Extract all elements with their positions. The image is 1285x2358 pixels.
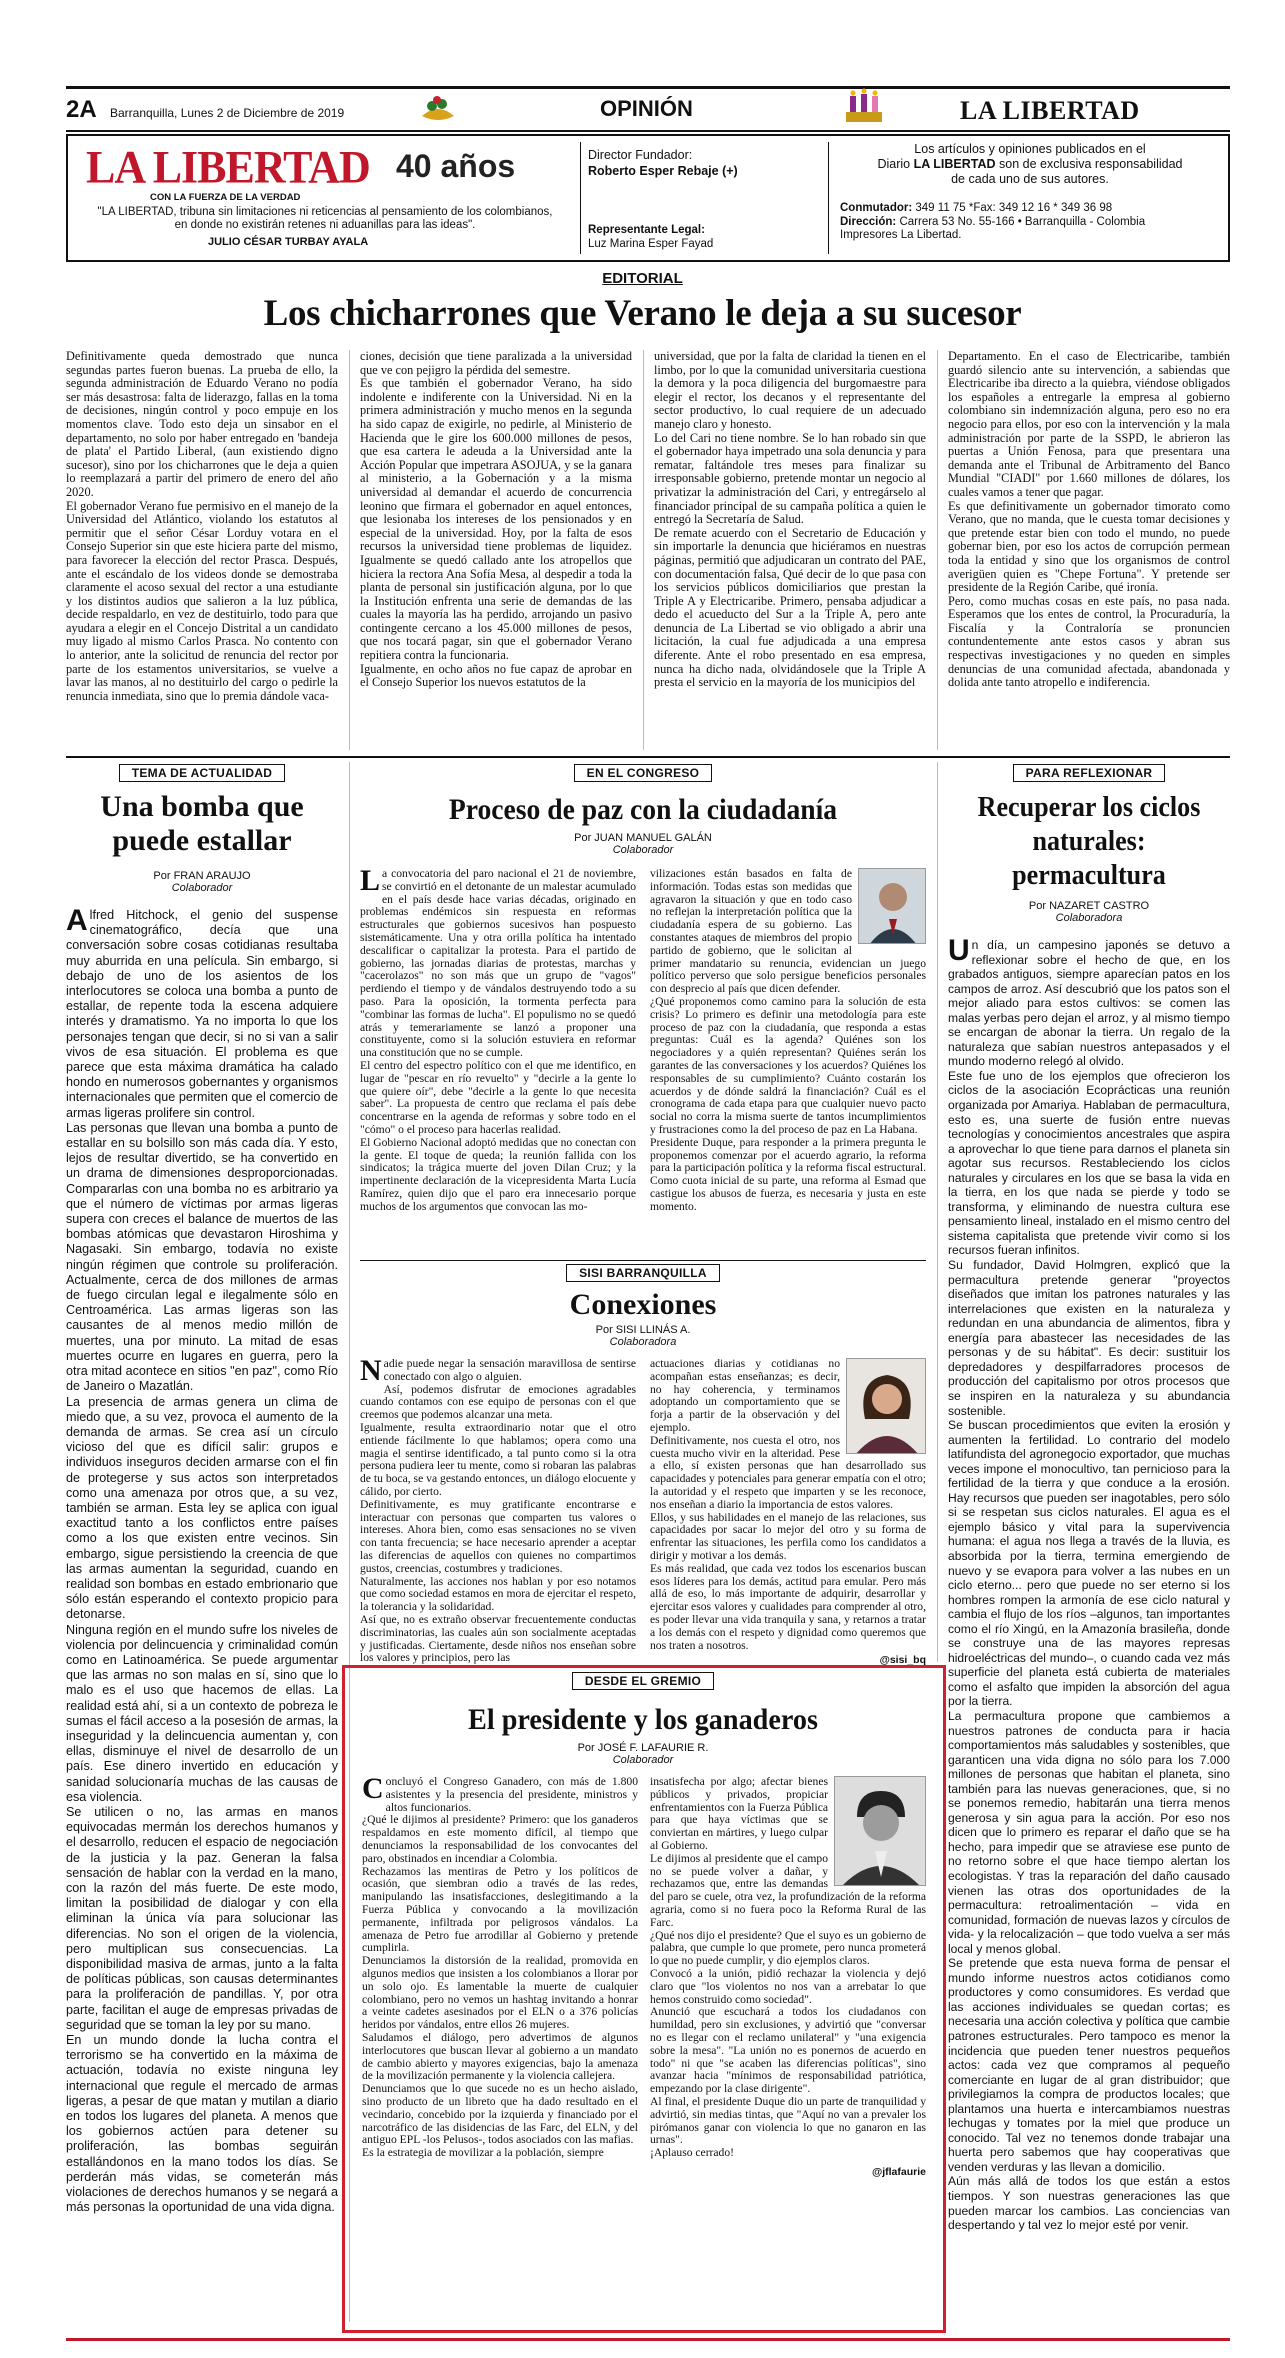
permacultura-title: Recuperar los ciclos naturales: permacultura bbox=[977, 791, 1201, 891]
conexiones-author: Por SISI LLINÁS A. bbox=[595, 1324, 691, 1336]
bomba-title: Una bomba que puede estallar bbox=[100, 790, 304, 857]
bottom-rule bbox=[66, 2338, 1230, 2341]
conexiones-paragraph: Naturalmente, las acciones nos hablan y por eso notamos que como sociedad estamos en mora de ejercitar el respeto, la tolerancia y la solidaridad. bbox=[360, 1574, 636, 1614]
conexiones-kicker: SISI BARRANQUILLA bbox=[566, 1264, 720, 1282]
anniversary-badge: 40 años bbox=[396, 148, 516, 184]
conexiones-byline bbox=[360, 1324, 926, 1348]
gremio-author-photo bbox=[834, 1776, 926, 1886]
bomba-byline bbox=[66, 870, 338, 894]
permacultura-kicker: PARA REFLEXIONAR bbox=[1013, 764, 1166, 782]
disclaimer-line-2b: LA LIBERTAD bbox=[913, 157, 996, 171]
conexiones-title: Conexiones bbox=[569, 1288, 717, 1321]
bomba-paragraph: Ninguna región en el mundo sufre los niveles de violencia por delincuencia y criminalidad común como en Latinoamérica. Se puede argumentar que las armas no son malas en sí, sino que lo malo es el uso que hacemos de ellas. La realidad está ahí, si a un contexto de pobreza le sumas el fácil acceso a la posesión de armas, la inseguridad y la delincuencia aumentan y, con ellas, disminuye el nivel de desarrollo de un país. Ese dinero invertido en educación y sanidad solucionaría muchas de las causas de esa violencia. bbox=[66, 1622, 338, 1804]
paz-author: Por JUAN MANUEL GALÁN bbox=[574, 832, 712, 844]
conexiones-paragraph: Así, podemos disfrutar de emociones agradables cuando contamos con ese equipo de personas con el que creemos que podemos alcanzar una meta. bbox=[360, 1382, 636, 1422]
gremio-paragraph: Al final, el presidente Duque dio un parte de tranquilidad y advirtió, sin medias tintas, que "Aquí no van a prevaler los pirómanos ganar con violencia lo que no ganaron en las urnas". bbox=[650, 2094, 926, 2147]
conexiones-author-photo bbox=[846, 1358, 926, 1454]
editorial-col-4 bbox=[948, 350, 1230, 690]
editorial-paragraph: ciones, decisión que tiene paralizada a la universidad que ve con pejigro la pérdida del semestre. bbox=[360, 349, 632, 377]
gremio-paragraph: Denunciamos que lo que sucede no es un hecho aislado, sino producto de un libreto que ha dado resultado en el vecindario, concebido por la izquierda y financiado por el narcotráfico de las disidencias de las Farc, del ELN, y del antiguo EPL -los Pelusos-, todos asociados con las mafias. bbox=[362, 2082, 638, 2147]
legal-label: Representante Legal: bbox=[588, 224, 705, 236]
paz-byline bbox=[360, 832, 926, 856]
paz-paragraph: La convocatoria del paro nacional el 21 de noviembre, se convirtió en el detonante de un malestar acumulado en el país desde hace varias décadas, originado en problemas endémicos sin respuesta en reformas estructurales que gobiernos sucesivos han pospuesto sistemáticamente. Una y otra orilla política ha intentado descalificar o capitalizar la protesta. Para el partido de gobierno, las jornadas diarias de protestas, marchas y "cacerolazos" no son más que un grupo de "vagos" perdiendo el tiempo y de vándalos destruyendo todo a su paso. Para la oposición, la tormenta perfecta para "combinar las formas de lucha". El populismo no se quedó atrás y temerariamente se lanzó a proponer una constituyente, como si la solución estuviera en reformar una constitución que no se cumple. bbox=[360, 864, 636, 1060]
brand-logo: LA LIBERTAD bbox=[86, 141, 370, 194]
contact-info bbox=[840, 202, 1230, 243]
paz-paragraph: Presidente Duque, para responder a la primera pregunta le proponemos comenzar por el acuerdo agrario, la reforma para la participación política y la reforma fiscal estructural. Como cuota inicial de su parte, una reforma al Esmad que castigue los abusos de fuerza, es necesaria y justa en este momento. bbox=[650, 1135, 926, 1213]
permacultura-paragraph: Su fundador, David Holmgren, explicó que la permacultura pretende generar "proyectos diseñados que imitan los patrones naturales y las interrelaciones que existen en la naturaleza y redundan en una abundancia de alimentos, fibra y energía para abastecer las necesidades de las personas y de su hábitat". Es decir: sustituir los depredadores y despilfarradores procesos de producción del capitalismo por otros procesos que se inspiren en la naturaleza y su abundancia sostenible. bbox=[948, 1258, 1230, 1418]
founder-quote: "LA LIBERTAD, tribuna sin limitaciones ni reticencias al pensamiento de los colombianos, en donde no existirán retenes ni aduanillas para las ideas". bbox=[97, 206, 553, 231]
paz-author-photo bbox=[858, 868, 926, 944]
bomba-paragraph: En un mundo donde la lucha contra el terrorismo se ha convertido en la máxima de actuación, todavía no existe ninguna ley internacional que regule el mercado de armas ligeras, a pesar de que matan y mutilan a diario en todos los lugares del planeta. A menos que los gobiernos actúen para detener su proliferación, las bombas seguirán estallándonos en la mano todos los días. Se perderán más vidas, se cometerán más violaciones de derechos humanos y se negará a más personas la oportunidad de una vida digna. bbox=[66, 2033, 338, 2215]
paz-kicker: EN EL CONGRESO bbox=[574, 764, 713, 782]
editorial-paragraph: Igualmente, en ocho años no fue capaz de aprobar en el Consejo Superior los nuevos estatutos de la bbox=[360, 661, 632, 690]
gremio-paragraph: Denunciamos la distorsión de la realidad, promovida en algunos medios que insisten a los colombianos a llorar por un solo ojo. Es lamentable la muerte de cualquier colombiano, pero no vemos un hashtag invitando a honrar a veinte cadetes asesinados por el ELN o a 376 policías heridos por vándalos, entre ellos 26 mujeres. bbox=[362, 1954, 638, 2032]
gremio-paragraph: Anunció que escuchará a todos los ciudadanos con humildad, pero sin exclusiones, y advirtió que "conversar no es llegar con el reclamo unilateral" y "una exigencia sobre la mesa". "La unión no es ponernos de acuerdo en todo" ni que "se acaben las diferencias políticas", sino avanzar hacia "mínimos de responsabilidad patriótica, empezando por la clase dirigente". bbox=[650, 2005, 926, 2096]
header-rule bbox=[66, 130, 1230, 132]
gremio-article bbox=[360, 1670, 926, 1766]
paz-col-1 bbox=[360, 864, 636, 1214]
founder-name: Roberto Esper Rebaje (+) bbox=[588, 164, 738, 178]
conexiones-paragraph: Nadie puede negar la sensación maravillosa de sentirse conectado con algo o alguien. bbox=[360, 1354, 636, 1387]
editorial-col-3 bbox=[654, 350, 926, 690]
paz-paragraph: El centro del espectro político con el que me identifico, en lugar de "pescar en río revuelto" y "decirle a la gente lo que quiere oír", debe "decirle a la gente lo que necesita saber". La propuesta de centro que reclama el país debe concentrarse en la agenda de reformas y sobre todo en el "cómo" o el proceso para hacerlas realidad. bbox=[360, 1058, 636, 1136]
address: Carrera 53 No. 55-166 • Barranquilla - Colombia bbox=[899, 215, 1146, 228]
bomba-paragraph: Se utilicen o no, las armas en manos equivocadas mermán los derechos humanos y el desarrollo, reducen el espacio de negociación de la justicia y la paz. Generan la falsa sensación de hablar con la verdad en la mano, con la razón del más fuerte. De este modo, limitan la posibilidad de dialogar y con ella eliminan la única vía para solucionar las diferencias. No son el origen de la violencia, pero multiplican sus consecuencias. La disponibilidad masiva de armas, junto a la falta de políticas públicas, son causas determinantes para la proliferación de pandillas. Y, por otra parte, facilitan el auge de empresas privadas de seguridad que se toman la ley por su mano. bbox=[66, 1804, 338, 2032]
conexiones-role: Colaboradora bbox=[609, 1336, 677, 1348]
conexiones-col-2 bbox=[650, 1358, 926, 1667]
bomba-paragraph: La presencia de armas genera un clima de miedo que, a su vez, provoca el aumento de la demanda de armas. Se crea así un círculo vicioso del que es difícil salir: grupos e individuos inseguros deciden armarse con el fin de protegerse y sus actos son interpretados como una amenaza por otros que, a su vez, también se arman. Esta ley se aplica con igual exactitud tanto a los conflictos entre países como a los que existen entre vecinos. Sin embargo, sigue persistiendo la creencia de que las armas aumentan la seguridad, cuando en realidad son bombas en estado embrionario que sólo están esperando el contexto propicio para detonarse. bbox=[66, 1394, 338, 1622]
editorial-paragraph: Departamento. En el caso de Electricaribe, también guardó silencio ante su intervención, a sabiendas que Electricaribe iba directo a la quiebra, viéndose obligados los españoles a entregarle la empresa al gobierno colombiano sin indemnización alguna, pero eso no era negocio para ellos, por eso con la intervención y la mala administración por parte de la SSPD, le abrieron las puertas a Unión Fenosa, para que presentara una demanda ante el Tribunal de Arbitramento del Banco Mundial "CIADI" por 1.660 millones de dólares, los cuales vamos a tener que pagar. bbox=[948, 349, 1230, 499]
bomba-paragraph: Alfred Hitchock, el genio del suspense cinematográfico, decía que una conversación sobre cosas cotidianas resultaba muy aburrida en una película. Sin embargo, si debajo de uno de los asientos de los interlocutores se coloca una bomba a punto de estallar, de repente toda la escena adquiere interés y dramatismo. Ya no importa lo que los personajes tengan que decir, si no si van a salir vivos de esa situación. El problema es que parece que esta máxima dramática ha calado hondo en numerosos gobernantes y organismos internacionales que permiten que el comercio de armas ligeras prolifere sin control. bbox=[66, 904, 338, 1120]
gremio-paragraph: Concluyó el Congreso Ganadero, con más de 1.800 asistentes y la presencia del presidente, ministros y altos funcionarios. bbox=[362, 1772, 638, 1814]
editorial-paragraph: Definitivamente queda demostrado que nunca segundas partes fueron buenas. La prueba de ello, la segunda administración de Eduardo Verano no podía ser más desastrosa: falta de liderazgo, fallas en la toma de decisiones, ningún control y poco empuje en los momentos clave. Todo esto deja un sinsabor en el departamento, no solo por haber entregado en 'bandeja de plata' el Partido Liberal, (aun existiendo digno sucesor), sino por los chicharrones que le deja a quien lo reemplazará a partir del primero de enero del año 2020. bbox=[66, 349, 338, 499]
printer: Impresores La Libertad. bbox=[840, 229, 962, 241]
conexiones-handle: @sisi_bq bbox=[879, 1654, 926, 1667]
column-divider bbox=[937, 762, 938, 1662]
permacultura-paragraph: Aún más allá de todos los que están a estos tiempos. Y son nuestras generaciones las que pueden marcar los cambios. Las conciencias van despertando y tal vez lo mejor esté por venir. bbox=[948, 2174, 1230, 2233]
brand-motto: CON LA FUERZA DE LA VERDAD bbox=[150, 192, 301, 203]
permacultura-paragraph: Se buscan procedimientos que eviten la erosión y aumenten la fertilidad. Lo contrario del modelo latifundista del agronegocio exportador, que muchas veces impone el monocultivo, tan pernicioso para la fertilidad de la tierra y que conduce a la erosión. Hay recursos que pueden ser inagotables, pero sólo si se respetan sus ciclos naturales. El agua es el ejemplo básico y vital para la supervivencia humana: el agua nos llega a través de la lluvia, es absorbida por la tierra, termina emergiendo de nuevo y se evapora para volver a las nubes en un ciclo eterno... pero que puede no ser eterno si los hombres rompen la armonía de ese ciclo natural y cambia el flujo de los ríos –algunos, tan importantes como el río Xingú, en la Amazonía brasileña, donde se construye una de las mayores represas hidroeléctricas del mundo–, o cuando cada vez más superficie del planeta está cubierta de materiales como el asfalto que impiden la absorción del agua por la tierra. bbox=[948, 1418, 1230, 1709]
paz-paragraph: vilizaciones están basados en falta de información. Todas estas son medidas que agravaron la situación y que en todo caso no reflejan la interpretación política que la ciudadanía espera de su gobierno. Las constantes ataques de miembros del propio partido de gobierno, que le solicitan al primer mandatario su renuncia, evidencian un juego político perverso que solo persigue beneficios personales con desprecio al país que dicen defender. bbox=[650, 867, 926, 996]
column-divider bbox=[937, 350, 938, 750]
permacultura-paragraph: Se pretende que esta nueva forma de pensar el mundo informe nuestros actos cotidianos como productores y como consumidores. Es verdad que las acciones individuales se quedan cortas; es necesaria una acción colectiva y política que cambie patrones estructurales. Pero tampoco es menor la incidencia que pueden tener nuestros pequeños actos: cada vez que compramos al pequeño comerciante en lugar de al gran distribuidor; que privilegiamos la compra de productos locales; que plantamos una huerta e intercambiamos nuestras lechugas y tomates por la miel que produce un conocido. Tal vez no tenemos donde trabajar una huerta pero sabemos que hay cooperativas que venden verduras y las llevan a domicilio. bbox=[948, 1956, 1230, 2174]
paz-col-2 bbox=[650, 868, 926, 1214]
editorial-paragraph: universidad, que por la falta de claridad la tienen en el limbo, por lo que la comunidad universitaria cuestiona la demora y la poca diligencia del burgomaestre para elegir el rector, los decanos y el representante del sector productivo, lo cual requiere de un adecuado manejo claro y honesto. bbox=[654, 349, 926, 431]
candles-icon bbox=[842, 86, 886, 126]
editorial-paragraph: Pero, como muchas cosas en este país, no pasa nada. Esperamos que los entes de control, la Procuraduría, la Fiscalía y la Contraloría se pronuncien contundentemente ante estos casos y abran sus respectivas investigaciones y no queden en simples denuncias de una comunidad afectada, abandonada y dolida ante tanto atropello e indiferencia. bbox=[948, 593, 1230, 690]
address-label: Dirección: bbox=[840, 215, 897, 228]
gremio-paragraph: ¡Aplauso cerrado! bbox=[650, 2146, 735, 2160]
conexiones-article bbox=[360, 1262, 926, 1348]
gremio-handle: @jflafaurie bbox=[871, 2165, 926, 2178]
paz-title: Proceso de paz con la ciudadanía bbox=[448, 793, 838, 826]
conexiones-paragraph: Es más realidad, que cada vez todos los escenarios buscan esos líderes para los demás, actitud para emular. Pero más allá de eso, lo más importante de adquirir, desarrollar y ejercitar esos valores y cualidades para comprender al otro, es poder llevar una vida tranquila y sana, y retarnos a tratar a los demás con el respeto y dignidad como queremos que nos traten a nosotros. bbox=[650, 1561, 926, 1652]
permacultura-author: Por NAZARET CASTRO bbox=[1028, 900, 1150, 912]
bomba-paragraph: Las personas que llevan una bomba a punto de estallar en su bolsillo son más cada día. Y esto, lejos de resultar divertido, se ha convertido en un drama de dimensiones desproporcionadas. Compararlas con una bomba no es arbitrario ya que el número de víctimas por armas ligeras supera con creces el balance de muertos de las bombas atómicas que devastaron Hiroshima y Nagasaki. Sin embargo, todavía no existe ningún régimen que controle su proliferación. Actualmente, cerca de dos millones de armas de fuego circulan legal e ilegalmente sólo en Centroamérica. Las armas ligeras son las causantes de al menos medio millón de muertes, una por minuto. La mitad de esas muertes ocurre en lugares en guerra, pero la otra mitad acontece en sitios "en paz", como Río de Janeiro o Mazatlán. bbox=[66, 1120, 338, 1394]
legal-name: Luz Marina Esper Fayad bbox=[588, 238, 714, 250]
conexiones-paragraph: Así que, no es extraño observar frecuentemente conductas discriminatorias, las cuales aún son socialmente aceptadas y justificadas. Ciertamente, desde niños nos enseñan sobre los valores y principios, pero las bbox=[360, 1612, 636, 1665]
brand-divider-2 bbox=[828, 142, 829, 254]
column-divider bbox=[349, 350, 350, 750]
gremio-col-2 bbox=[650, 1776, 926, 2179]
editorial-col-2 bbox=[360, 350, 632, 690]
paz-role: Colaborador bbox=[612, 844, 674, 856]
permacultura-role: Colaboradora bbox=[1055, 912, 1123, 924]
paz-article bbox=[360, 762, 926, 856]
editorial-paragraph: Es que definitivamente un gobernador timorato como Verano, que no manda, que le cuesta tomar decisiones y que pretende estar bien con todo el mundo, no puede gobernar bien, por eso los actos de corrupción permean toda la entidad y sino que los organismos de control averigüen quien es "Chepe Fortuna". Y pretende ser presidente de la Región Caribe, qué ironía. bbox=[948, 498, 1230, 595]
disclaimer-line-2a: Diario bbox=[877, 157, 911, 171]
bomba-article bbox=[66, 762, 338, 2215]
permacultura-paragraph: La permacultura propone que cambiemos a nuestros patrones de conducta para ir hacia comportamientos más saludables y sostenibles, que garanticen una vida digna no sólo para los 7.000 millones de personas que habitan el planeta, sino también para las nuevas generaciones, que, si no se ponemos remedio, habitarán una tierra menos generosa y sin agua para la acción. Por eso nos dicen que lo primero es reparar el daño que se ha hecho, para impedir que se atraviese ese punto de no retorno sobre el que hace tiempo alertan los ecologistas. Y tras la reparación del daño causado vienen las otras dos oportunidades de la permacultura: retroalimentación – vida en comunidad, formación de nuevas lazos y círculos de vida- y la relocalización – que todo vuelva a ser más local y menos global. bbox=[948, 1708, 1230, 1956]
top-rule bbox=[66, 86, 1230, 89]
gremio-paragraph: Le dijimos al presidente que el campo no se puede volver a dañar, y rechazamos que, entre las demandas del paro se cuele, otra vez, la profundización de la reforma agraria, como si no fuera poco la Reforma Rural de las Farc. bbox=[650, 1851, 926, 1929]
paz-paragraph: ¿Qué proponemos como camino para la solución de esta crisis? Lo primero es definir una metodología para este proceso de paz con la ciudadanía, que responda a estas preguntas: Cuál es la agenda? Quiénes son los negociadores y a quién representan? Quiénes serán los garantes de las conversaciones y los acuerdos? Quiénes los responsables de su cumplimiento? Cuánto costarán los acuerdos y de dónde saldrá la financiación? Cuál es el cronograma de cada etapa para que cualquier nuevo pacto social no corra la misma suerte de tantos incumplimientos y frustraciones como la del proceso de paz en La Habana. bbox=[650, 994, 926, 1136]
gremio-byline bbox=[360, 1742, 926, 1766]
gremio-paragraph: ¿Qué le dijimos al presidente? Primero: que los ganaderos respaldamos en este momento difícil, al tiempo que denunciamos la responsabilidad de los convocantes del paro, obstinados en incendiar a Colombia. bbox=[362, 1813, 638, 1865]
permacultura-paragraph: Este fue uno de los ejemplos que ofrecieron los ciclos de la asociación Ecoprácticas una reunión organizada por Amariya. Hablaban de permacultura, esto es, una suerte de fusión entre nuevas tecnologías y conocimientos ancestrales que aspira a aprovechar lo que tiene para darnos el planeta sin agotar sus recursos. Restableciendo los ciclos naturales y circulares en los que se basa la vida en la tierra, en los que nada se pierde y todo se transforma, y eliminando de nuestra cultura ese pensamiento lineal, instalado en el mismo centro del sistema capitalista que pretende vivir como si los recursos fueran infinitos. bbox=[948, 1068, 1230, 1258]
permacultura-paragraph: Un día, un campesino japonés se detuvo a reflexionar sobre el hecho de que, en los grabados antiguos, siempre aparecían patos en los campos de arroz. Así descubrió que los patos son el mejor aliado para estos cultivos: se comen las malas yerbas pero dejan el arroz, y al mismo tiempo se encargan de abonar la tierra. Un regalo de la naturaleza que sabían nuestros antepasados y el mundo moderno relegó al olvido. bbox=[948, 934, 1230, 1069]
conexiones-col-1 bbox=[360, 1354, 636, 1665]
gremio-role: Colaborador bbox=[612, 1754, 674, 1766]
paz-paragraph: El Gobierno Nacional adoptó medidas que no conectan con la gente. El toque de queda; la reunión fallida con los sindicatos; la trágica muerte del joven Dilan Cruz; y la impertinente declaración de la vicepresidenta Marta Lucía Ramírez, quien dijo que el paro era innecesario porque muchos de los argumentos que convocan las mo- bbox=[360, 1135, 636, 1213]
switchboard-label: Conmutador: bbox=[840, 202, 913, 214]
gremio-paragraph: insatisfecha por algo; afectar bienes públicos y privados, propiciar enfrentamientos con la Fuerza Pública para que haya víctimas que se conviertan en mártires, y luego culpar al Gobierno. bbox=[650, 1775, 828, 1852]
gremio-paragraph: Rechazamos las mentiras de Petro y los políticos de ocasión, que siembran odio a través de las redes, manipulando las insatisfacciones, deslegitimando a la Fuerza Pública y convocando a la movilización permanente, infiltrada por peligrosos vándalos. La amenaza de Petro fue arrodillar al Gobierno y pretende cumplirla. bbox=[362, 1864, 638, 1955]
gremio-author: Por JOSÉ F. LAFAURIE R. bbox=[577, 1742, 709, 1754]
christmas-ornament-icon bbox=[418, 88, 458, 124]
gremio-title: El presidente y los ganaderos bbox=[468, 1703, 818, 1736]
disclaimer-line-3: de cada uno de sus autores. bbox=[951, 172, 1109, 186]
gremio-paragraph: ¿Qué nos dijo el presidente? Que el suyo es un gobierno de palabra, que cumple lo que promete, pero nunca prometerá lo que no puede cumplir, y dio ejemplos claros. bbox=[650, 1928, 926, 1968]
section-rule bbox=[360, 1260, 926, 1261]
disclaimer-line-1: Los artículos y opiniones publicados en el bbox=[914, 142, 1146, 156]
editorial-paragraph: Lo del Cari no tiene nombre. Se lo han robado sin que el gobernador haya impetrado una sola denuncia y para rematar, faltándole tres meses para finalizar su irresponsable gobierno, pretende montar un negocio al privatizar la administración del Cari, y entregárselo al financiador principal de su campaña política a quien le entregó la Secretaría de Salud. bbox=[654, 430, 926, 527]
bomba-body bbox=[66, 904, 338, 2215]
conexiones-paragraph: Igualmente, resulta extraordinario notar que el otro entiende fácilmente lo que hablamos; opera como una magia el sentirse identificado, a tal punto como si la otra persona pudiera leer tu mente, como si robaran las palabras de tu boca, se va gestando entonces, un diálogo elocuente y cálido, por cierto. bbox=[360, 1420, 636, 1498]
masthead-title: LA LIBERTAD bbox=[960, 96, 1140, 125]
switchboard: 349 11 75 *Fax: 349 12 16 * 349 36 98 bbox=[915, 202, 1113, 214]
gremio-paragraph: Convocó a la unión, pidió rechazar la violencia y dejó claro que "los violentos no nos van a arrebatar lo que hemos construido como sociedad". bbox=[650, 1966, 926, 2006]
editorial-kicker: EDITORIAL bbox=[602, 270, 683, 287]
founder-label: Director Fundador: bbox=[588, 148, 693, 162]
gremio-col-1 bbox=[362, 1772, 638, 2160]
brand-block bbox=[66, 134, 1230, 262]
editorial-paragraph: Es que también el gobernador Verano, ha sido indolente e indiferente con la Universidad. Ni en la primera administración y mucho menos en la segunda ha sido capaz de exigirle, no pedirle, al Ministerio de Hacienda que le gire los 600.000 millones de pesos, que esa cartera le adeuda a la Universidad ante la Acción Popular que impetrara ASOJUA, y se la ganara al ministerio, a la Gobernación y a la misma universidad al demandar el acuerdo de concurrencia leonino que firmara el gobernador en aquel entonces, que lesionaba los intereses de los pensionados y en especial de la universidad. Hoy, por la falta de esos recursos la universidad tiene problemas de liquidez. Igualmente se quedó callado ante los atropellos que hiciera la rectora Ana Sofía Mesa, al despedir a toda la planta de personal sin justificación alguna, por lo que la Institución enfrenta una serie de demandas de las cuales la mayoría las ha perdido, arrojando un pasivo contingente cercano a los 45.000 millones de pesos, que nos tocará pagar, sin que el gobernador Verano repitiera contra la funcionaria. bbox=[360, 376, 632, 663]
bomba-author: Por FRAN ARAUJO bbox=[153, 870, 251, 882]
disclaimer-line-2c: son de exclusiva responsabilidad bbox=[999, 157, 1183, 171]
quote-author: JULIO CÉSAR TURBAY AYALA bbox=[208, 236, 369, 248]
editorial-title: Los chicharrones que Verano le deja a su sucesor bbox=[263, 293, 1022, 334]
section-title: OPINIÓN bbox=[600, 96, 693, 121]
brand-divider bbox=[580, 142, 581, 254]
permacultura-body bbox=[948, 934, 1230, 2233]
page-number: 2A bbox=[66, 96, 97, 123]
bomba-role: Colaborador bbox=[171, 882, 233, 894]
section-rule bbox=[66, 756, 1230, 758]
gremio-paragraph: Saludamos el diálogo, pero advertimos de algunos interlocutores que buscan llevar al gobierno a un mandato de cambio abierto y mayores exigencias, bajo la amenaza de la movilización permanente y la violencia callejera. bbox=[362, 2030, 638, 2083]
permacultura-byline bbox=[948, 900, 1230, 924]
conexiones-paragraph: Ellos, y sus habilidades en el manejo de las relaciones, sus capacidades por sacar lo mejor del otro y su forma de enfrentar las situaciones, les perfila como los candidatos a dirigir y motivar a los demás. bbox=[650, 1510, 926, 1562]
gremio-kicker: DESDE EL GREMIO bbox=[572, 1672, 714, 1690]
editorial-paragraph: El gobernador Verano fue permisivo en el manejo de la Universidad del Atlántico, violando los estatutos al permitir que el señor César Lorduy votara en el Consejo Superior sin que este hiciera parte del mismo, para favorecer la elección del rector Prasca. Después, ante el escándalo de los videos donde se demostraba claramente el acoso sexual del rector a una estudiante y los distintos audios que salieron a la luz pública, decide respaldarlo, en vez de destituirlo, todo para que ayudara a elegir en el Concejo Distrital a un candidato muy ligado al mismo Carlos Prasca. No contento con lo anterior, ante la solicitud de renuncia del rector por parte de los estamentos universitarios, se vuelve a lavar las manos, al no destituirlo del cargo o pedirle la renuncia inmediata, sino que lo premia dándole vaca- bbox=[66, 498, 338, 703]
conexiones-paragraph: Definitivamente, es muy gratificante encontrarse e interactuar con personas que comparten tus valores o intereses. Ahora bien, como esas sensaciones no se viven con tanta frecuencia; se hace necesario aprender a aceptar las diferencias de aquellos con quienes no compartimos gustos, creencias, costumbres y tradiciones. bbox=[360, 1497, 636, 1575]
permacultura-article bbox=[948, 762, 1230, 2233]
conexiones-paragraph: Definitivamente, nos cuesta el otro, nos cuesta mucho vivir en la alteridad. Pese a ello, sí existen personas que han desarrollado sus capacidades y potenciales para generar empatía con el otro; la autoridad y el respeto que imparten y se les reconoce, nos enseñan a diario la importancia de estos valores. bbox=[650, 1433, 926, 1511]
column-divider bbox=[643, 350, 644, 750]
conexiones-paragraph: actuaciones diarias y cotidianas no acompañan estas enseñanzas; es decir, no hay coherencia, y terminamos adoptando un comportamiento que se forja a partir de la observación y del ejemplo. bbox=[650, 1357, 840, 1434]
gremio-paragraph: Es la estrategia de movilizar a la población, siempre bbox=[362, 2146, 604, 2160]
editorial-paragraph: De remate acuerdo con el Secretario de Educación y sin importarle la denuncia que hiciéramos en nuestras páginas, permitió que adjudicaran un contrato del PAE, con documentación falsa, Qué decir de lo que pasa con los servicios públicos domiciliarios que prestan la Triple A y Electricaribe. Primero, pensaba adjudicar a dedo el acueducto del Sur a la Triple A, pero ante denuncia de La Libertad se vio obligado a abrir una licitación, la cual fue adjudicada a una empresa diferente. Ante el robo presentado en esa empresa, nunca ha dicho nada, olvidándosele que la Triple A presta el servicio en la mayoría de los municipios del bbox=[654, 525, 926, 690]
disclaimer bbox=[840, 142, 1220, 187]
bomba-kicker: TEMA DE ACTUALIDAD bbox=[119, 764, 286, 782]
date-line: Barranquilla, Lunes 2 de Diciembre de 2019 bbox=[110, 106, 345, 120]
editorial-col-1 bbox=[66, 350, 338, 703]
